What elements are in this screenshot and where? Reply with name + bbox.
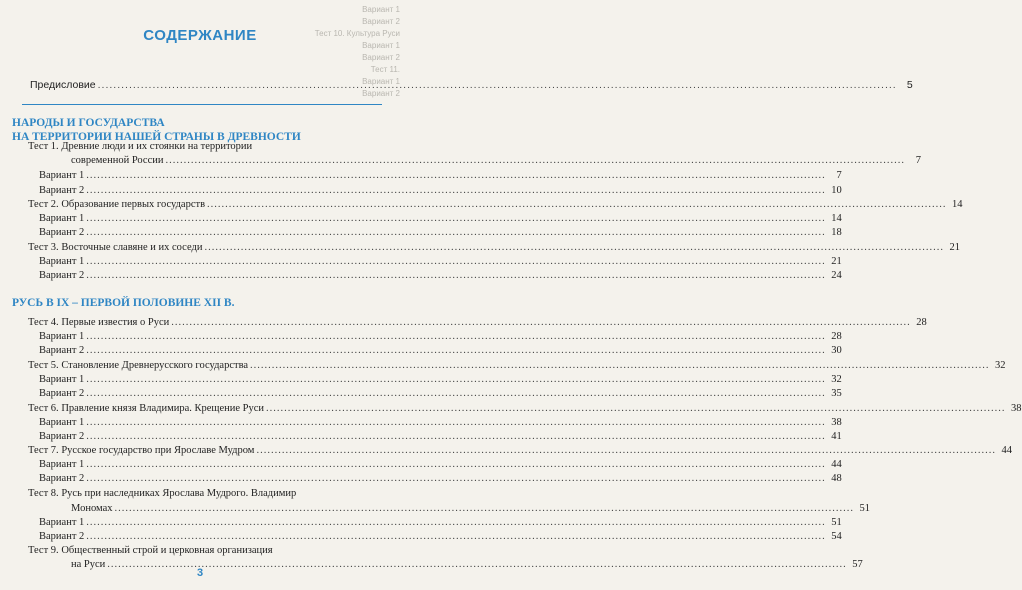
entry-page: 14 [952,199,963,210]
entry-label: Тест 8. [28,488,59,499]
divider [22,104,382,105]
dot-leader [86,431,826,443]
entry-label: Вариант 2 [39,431,85,442]
preface-page: 5 [906,79,913,91]
entry-text: на Руси [71,559,106,570]
entry-label: Тест 3. [28,242,59,253]
entry-label: Вариант 1 [39,459,85,470]
page-number: 3 [196,567,204,579]
toc-entry-test-4[interactable] [28,317,927,329]
toc-entry-variant[interactable] [39,227,842,239]
dot-leader [250,360,990,372]
toc-entry-variant[interactable] [39,473,842,485]
dot-leader [204,242,944,254]
entry-text: современной России [71,155,164,166]
entry-label: Тест 1. [28,141,59,152]
entry-label: Вариант 2 [39,227,85,238]
bleed-line: Вариант 1 [362,5,400,14]
entry-page: 32 [995,360,1006,371]
dot-leader [266,403,1006,415]
entry-page: 7 [836,170,842,181]
bleed-line: Вариант 1 [362,77,400,86]
preface-label: Предисловие [30,79,96,91]
bleed-line: Вариант 2 [362,53,400,62]
entry-page: 30 [831,345,842,356]
entry-page: 10 [831,185,842,196]
toc-entry-variant[interactable] [39,185,842,197]
entry-text: Правление князя Владимира. Крещение Руси [61,403,265,414]
dot-leader [207,199,947,211]
toc-entry-test-1[interactable] [28,141,382,153]
section-title-line: НА ТЕРРИТОРИИ НАШЕЙ СТРАНЫ В ДРЕВНОСТИ [12,131,301,143]
entry-label: Тест 5. [28,360,59,371]
entry-page: 44 [1001,445,1012,456]
dot-leader [86,417,826,429]
entry-text: Становление Древнерусского государства [61,360,249,371]
toc-entry-variant[interactable] [39,417,842,429]
entry-label: Вариант 1 [39,256,85,267]
toc-entry-test-5[interactable] [28,360,1006,372]
bleed-line: Вариант 2 [362,89,400,98]
entry-page: 54 [831,531,842,542]
entry-label: Тест 9. [28,545,59,556]
toc-entry-test-2[interactable] [28,199,963,211]
entry-page: 21 [949,242,960,253]
entry-label: Вариант 1 [39,213,85,224]
entry-page: 41 [831,431,842,442]
entry-text: Восточные славяне и их соседи [61,242,203,253]
dot-leader [86,517,826,529]
entry-page: 57 [852,559,863,570]
toc-entry-variant[interactable] [39,270,842,282]
dot-leader [86,185,826,197]
dot-leader [86,256,826,268]
entry-label: Тест 4. [28,317,59,328]
bleed-line: Тест 11. [370,65,400,74]
toc-entry-test-8-cont[interactable] [71,503,870,515]
dot-leader [86,270,826,282]
toc-entry-variant[interactable] [39,531,842,543]
dot-leader [171,317,911,329]
toc-entry-variant[interactable] [39,459,842,471]
entry-page: 35 [831,388,842,399]
entry-page: 7 [915,155,921,166]
entry-label: Вариант 2 [39,388,85,399]
entry-text: Мономах [71,503,113,514]
entry-text: Русское государство при Ярославе Мудром [61,445,255,456]
section-title-ancient [12,116,382,144]
entry-label: Тест 6. [28,403,59,414]
entry-text: Первые известия о Руси [61,317,170,328]
dot-leader [86,331,826,343]
toc-entry-test-8[interactable] [28,488,382,500]
bleed-line: Тест 10. Культура Руси [314,29,400,38]
dot-leader [98,79,897,91]
dot-leader [86,388,826,400]
dot-leader [86,170,826,182]
entry-page: 21 [831,256,842,267]
toc-entry-variant[interactable] [39,256,842,268]
bleed-line: Вариант 2 [362,17,400,26]
entry-label: Вариант 2 [39,270,85,281]
dot-leader [86,473,826,485]
entry-page: 24 [831,270,842,281]
page-title: СОДЕРЖАНИЕ [143,27,257,44]
entry-text: Общественный строй и церковная организация [61,545,273,556]
entry-label: Тест 7. [28,445,59,456]
dot-leader [86,459,826,471]
entry-label: Вариант 1 [39,331,85,342]
entry-label: Вариант 1 [39,374,85,385]
entry-page: 51 [831,517,842,528]
toc-entry-test-1-cont[interactable] [71,155,921,167]
entry-page: 32 [831,374,842,385]
entry-page: 38 [1011,403,1022,414]
entry-page: 48 [831,473,842,484]
dot-leader [86,213,826,225]
toc-entry-variant[interactable] [39,170,842,182]
entry-page: 51 [859,503,870,514]
entry-text: Русь при наследниках Ярослава Мудрого. Владимир [61,488,297,499]
dot-leader [86,374,826,386]
dot-leader [256,445,996,457]
entry-label: Вариант 1 [39,170,85,181]
toc-entry-variant[interactable] [39,431,842,443]
toc-entry-variant[interactable] [39,374,842,386]
entry-text: Древние люди и их стоянки на территории [61,141,253,152]
dot-leader [86,345,826,357]
entry-label: Вариант 2 [39,531,85,542]
toc-entry-test-7[interactable] [28,445,1012,457]
entry-page: 18 [831,227,842,238]
entry-page: 28 [831,331,842,342]
entry-page: 44 [831,459,842,470]
entry-label: Вариант 2 [39,185,85,196]
entry-label: Вариант 2 [39,473,85,484]
entry-label: Вариант 1 [39,417,85,428]
toc-entry-variant[interactable] [39,388,842,400]
toc-entry-variant[interactable] [39,345,842,357]
entry-text: Образование первых государств [61,199,206,210]
section-title-line: НАРОДЫ И ГОСУДАРСТВА [12,117,165,129]
toc-entry-variant[interactable] [39,517,842,529]
dot-leader [165,155,905,167]
entry-label: Тест 2. [28,199,59,210]
toc-entry-test-3[interactable] [28,242,960,254]
entry-label: Вариант 2 [39,345,85,356]
dot-leader [86,227,826,239]
toc-entry-test-6[interactable] [28,403,1022,415]
entry-page: 14 [831,213,842,224]
toc-entry-variant[interactable] [39,213,842,225]
entry-page: 28 [916,317,927,328]
section-title-rus [12,296,382,310]
entry-label: Вариант 1 [39,517,85,528]
toc-entry-test-9[interactable] [28,545,382,557]
dot-leader [86,531,826,543]
dot-leader [114,503,854,515]
entry-page: 38 [831,417,842,428]
bleed-line: Вариант 1 [362,41,400,50]
section-title-line: РУСЬ В IX – ПЕРВОЙ ПОЛОВИНЕ XII В. [12,297,235,309]
toc-entry-variant[interactable] [39,331,842,343]
